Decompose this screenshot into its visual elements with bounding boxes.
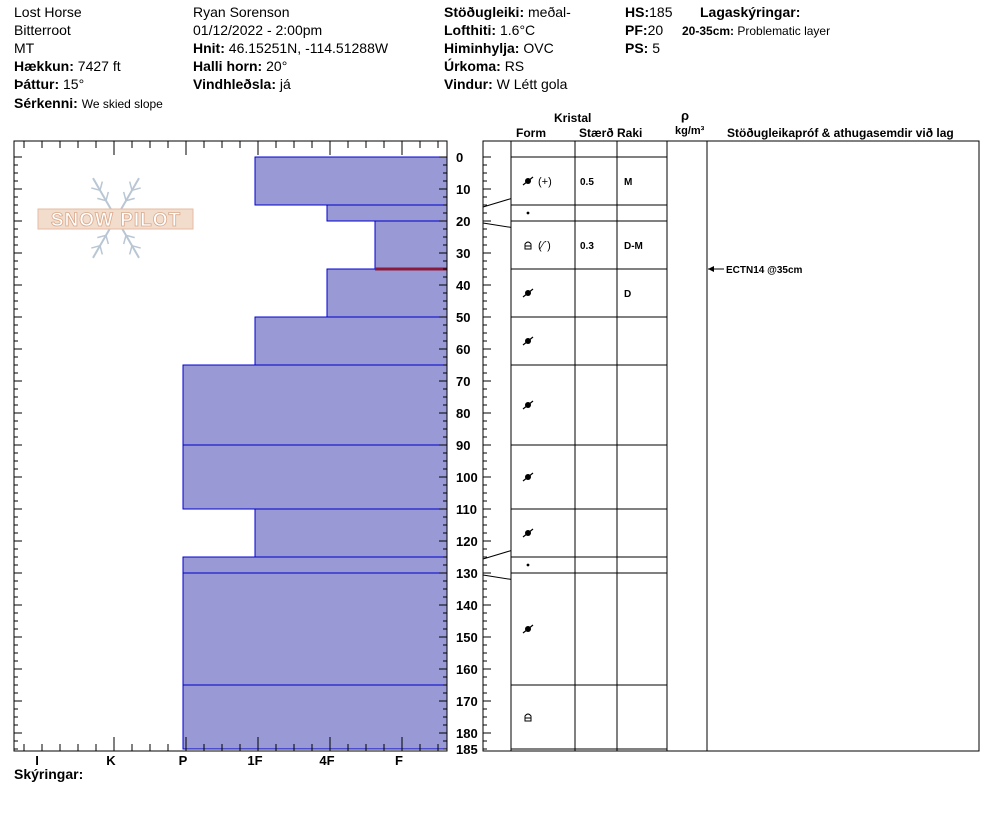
hs-value: 185 — [649, 4, 673, 20]
logo-flake-branch — [106, 192, 108, 201]
stability-tests — [708, 265, 803, 276]
hardness-label: I — [35, 753, 39, 768]
datetime: 01/12/2022 - 2:00pm — [193, 22, 323, 38]
hardness-bars — [183, 157, 447, 749]
depth-label: 170 — [456, 694, 478, 709]
hardness-bar — [183, 557, 447, 573]
table-header — [516, 108, 954, 140]
crystal-form-symbols — [523, 176, 552, 188]
precip-value: RS — [504, 58, 525, 74]
crystal-form-symbols — [523, 473, 533, 481]
depth-label: 90 — [456, 438, 471, 453]
hardness-bar — [255, 509, 447, 557]
notes-value: We skied slope — [81, 97, 163, 111]
slope-label: Halli horn: — [193, 58, 263, 74]
faceting-icon: (+) — [538, 176, 552, 188]
pf-label: PF: — [625, 22, 648, 38]
logo-flake-branch — [124, 192, 126, 201]
density-header: ρ — [681, 108, 690, 123]
hardness-label: F — [395, 753, 403, 768]
layer-notes-title: Lagaskýringar: — [700, 4, 801, 20]
elevation-value: 7427 ft — [77, 58, 121, 74]
crystal-form-symbols — [523, 337, 533, 345]
depth-label: 80 — [456, 406, 471, 421]
dot-icon — [527, 212, 530, 215]
wind-label: Vindur: — [444, 76, 493, 92]
depth-label: 50 — [456, 310, 471, 325]
depth-label: 120 — [456, 534, 478, 549]
sky-value: OVC — [523, 40, 554, 56]
crystal-form-symbols — [523, 529, 533, 537]
layer-connector — [483, 551, 511, 559]
hardness-label: 1F — [247, 753, 263, 768]
depth-label: 150 — [456, 630, 478, 645]
moisture-header: Raki — [617, 126, 643, 140]
form-header: Form — [516, 126, 546, 140]
ps-label: PS: — [625, 40, 649, 56]
precip-label: Úrkoma: — [444, 58, 501, 74]
grain-size: 0.3 — [580, 241, 594, 252]
state-name: MT — [14, 40, 35, 56]
stability-label: Stöðugleiki: — [444, 4, 525, 20]
grain-size: 0.5 — [580, 177, 594, 188]
depth-label: 40 — [456, 278, 471, 293]
hardness-bar — [327, 205, 447, 221]
range-name: Bitterroot — [14, 22, 71, 38]
table-frame — [483, 141, 979, 751]
tests-header: Stöðugleikapróf & athugasemdir við lag — [727, 126, 954, 140]
aspect-label: Þáttur: — [14, 76, 60, 92]
depth-label: 160 — [456, 662, 478, 677]
ps-value: 5 — [652, 40, 661, 56]
logo-text: SNOW PILOT — [50, 210, 182, 231]
hardness-bar — [255, 317, 447, 365]
stability-value: meðal- — [528, 4, 571, 20]
slope-value: 20° — [266, 58, 288, 74]
layer-connector — [483, 223, 511, 227]
hardness-label: P — [178, 753, 188, 768]
logo-flake-branch — [130, 182, 132, 191]
logo-flake-branch — [130, 246, 132, 255]
pf-value: 20 — [647, 22, 664, 38]
hardness-bar — [375, 221, 447, 269]
hardness-bar — [183, 573, 447, 685]
hs-label: HS: — [625, 4, 650, 20]
hardness-bar — [255, 157, 447, 205]
density-unit: kg/m³ — [675, 125, 705, 137]
moisture-value: D-M — [624, 241, 643, 252]
notes-label: Sérkenni: — [14, 95, 78, 111]
layer-note-range: 20-35cm: — [682, 24, 735, 38]
depth-label: 70 — [456, 374, 471, 389]
wind-loading-label: Vindhleðsla: — [193, 76, 276, 92]
depth-label: 0 — [456, 150, 464, 165]
depth-label: 130 — [456, 566, 478, 581]
layer-connector — [483, 575, 511, 579]
depth-label: 140 — [456, 598, 478, 613]
logo-flake-branch — [106, 235, 108, 244]
hardness-bar — [327, 269, 447, 317]
chart-frames — [14, 141, 979, 751]
depth-label: 185 — [456, 742, 478, 757]
crystal-form-symbols — [527, 564, 530, 567]
size-header: Stærð — [579, 126, 614, 140]
hardness-label: K — [106, 753, 116, 768]
layer-connector — [483, 199, 511, 207]
depth-label: 30 — [456, 246, 471, 261]
coords-label: Hnit: — [193, 40, 225, 56]
test-arrow-icon — [708, 266, 714, 272]
crystal-header: Kristal — [554, 111, 592, 125]
observer: Ryan Sorenson — [193, 4, 290, 20]
elevation-label: Hækkun: — [14, 58, 74, 74]
crystal-form-symbols — [523, 289, 533, 297]
dot-icon — [527, 564, 530, 567]
air-temp-label: Lofthiti: — [444, 22, 497, 38]
air-temp-value: 1.6°C — [499, 22, 536, 38]
hardness-label: 4F — [319, 753, 335, 768]
logo-flake-branch — [100, 182, 102, 191]
crystal-form-symbols — [525, 714, 531, 721]
wind-loading-value: já — [279, 76, 291, 92]
location-name: Lost Horse — [14, 4, 82, 20]
depth-label: 60 — [456, 342, 471, 357]
depth-label: 10 — [456, 182, 471, 197]
depth-label: 180 — [456, 726, 478, 741]
sky-label: Himinhylja: — [444, 40, 520, 56]
moisture-value: M — [624, 177, 633, 188]
hardness-bar — [183, 365, 447, 445]
aspect-value: 15° — [63, 76, 85, 92]
test-result: ECTN14 @35cm — [726, 265, 803, 276]
wind-value: W Létt gola — [496, 76, 568, 92]
depth-label: 100 — [456, 470, 478, 485]
coords-value: 46.15251N, -114.51288W — [228, 40, 389, 56]
depth-label: 110 — [456, 502, 477, 517]
hardness-bar — [183, 445, 447, 509]
crystal-form-symbols — [523, 625, 533, 633]
facet-icon: (⁄ˊ) — [538, 240, 551, 252]
logo-flake-branch — [100, 246, 102, 255]
crystal-form-symbols — [527, 212, 530, 215]
snowpilot-logo — [38, 178, 193, 258]
layer-note-text: Problematic layer — [737, 24, 831, 38]
hardness-bar — [183, 685, 447, 749]
crystal-form-symbols — [523, 401, 533, 409]
crystal-table — [483, 141, 707, 751]
moisture-value: D — [624, 289, 632, 300]
depth-label: 20 — [456, 214, 471, 229]
crystal-form-symbols — [525, 240, 551, 252]
logo-flake-branch — [124, 235, 126, 244]
legend-label: Skýringar: — [14, 766, 84, 782]
